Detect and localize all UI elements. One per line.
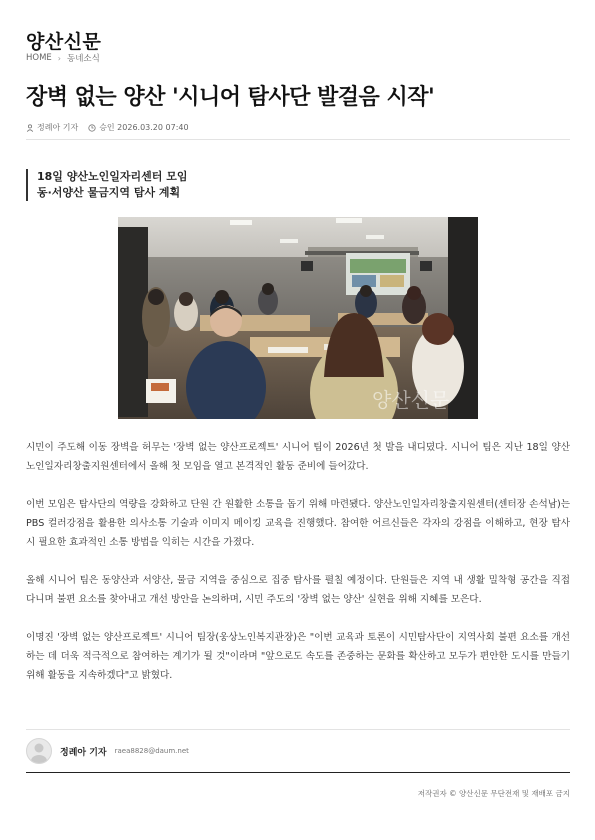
chevron-right-icon: › (57, 53, 61, 63)
meta-author-name: 정례아 기자 (37, 123, 79, 132)
article-photo[interactable] (118, 217, 478, 419)
article-paragraph: 올해 시니어 팀은 동양산과 서양산, 물금 지역을 중심으로 집중 탐사를 펼칠 예정이다. 단원들은 지역 내 생활 밀착형 공간을 직접 다니며 불편 요소를 찾아내고 개선 방안을 논의하며, 시민 주도의 '장벽 없는 양산' 실현을 위해 지혜를 모은다. (26, 575, 570, 605)
subheading-line: 동·서양산 물금지역 탐사 계획 (37, 186, 181, 199)
article-paragraph: 이번 모임은 탐사단의 역량을 강화하고 단원 간 원활한 소통을 돕기 위해 마련됐다. 양산노인일자리창출지원센터(센터장 손석남)는 PBS 컬러강점을 활용한 의사소통 기술과 이미지 메이킹 교육을 진행했다. 참여한 어르신들은 각자의 강점을 이해하고, 현장 탐사 시 필요한 효과적인 소통 방법을 익히는 시간을 가졌다. (26, 499, 570, 548)
avatar-placeholder-icon (26, 738, 52, 764)
article-paragraph: 이명진 '장벽 없는 양산프로젝트' 시니어 팀장(웅상노인복지관장)은 "이번 교육과 토론이 시민탐사단이 지역사회 불편 요소를 개선하는 데 더욱 적극적으로 참여하는 계기가 될 것"이라며 "앞으로도 속도를 존중하는 문화를 확산하고 모두가 편안한 도시를 만들기 위해 활동을 지속하겠다"고 밝혔다. (26, 632, 570, 681)
article-paragraph: 시민이 주도해 이동 장벽을 허무는 '장벽 없는 양산프로젝트' 시니어 팀이 2026년 첫 발을 내디뎠다. 시니어 팀은 지난 18일 양산노인일자리창출지원센터에서 올해 첫 모임을 열고 본격적인 활동 준비에 들어갔다. (26, 442, 570, 472)
meta-author[interactable] (26, 122, 78, 133)
article-subheadings (26, 169, 187, 201)
author-box (26, 738, 189, 764)
breadcrumb-home[interactable]: HOME (26, 53, 52, 63)
subheading-line: 18일 양산노인일자리센터 모임 (37, 170, 188, 183)
article-meta (26, 122, 189, 133)
breadcrumb (26, 52, 100, 64)
meta-approved-date: 승인 2026.03.20 07:40 (99, 123, 189, 132)
divider (26, 729, 570, 730)
footer-divider (26, 772, 570, 773)
article-title: 장벽 없는 양산 '시니어 탐사단 발걸음 시작' (26, 85, 435, 110)
clock-icon (88, 124, 96, 132)
copyright-notice: 저작권자 © 양산신문 무단전재 및 재배포 금지 (417, 789, 570, 798)
photo-watermark: 양산신문 (372, 388, 450, 412)
article-body (26, 438, 570, 704)
person-icon (26, 124, 34, 132)
meeting-photo-illustration (118, 217, 478, 419)
divider (26, 139, 570, 140)
author-email[interactable]: raea8828@daum.net (114, 747, 189, 755)
breadcrumb-section[interactable]: 동네소식 (67, 54, 100, 64)
author-name[interactable]: 정례아 기자 (60, 747, 107, 758)
site-logo[interactable]: 양산신문 (26, 31, 102, 53)
meta-date (88, 122, 188, 133)
